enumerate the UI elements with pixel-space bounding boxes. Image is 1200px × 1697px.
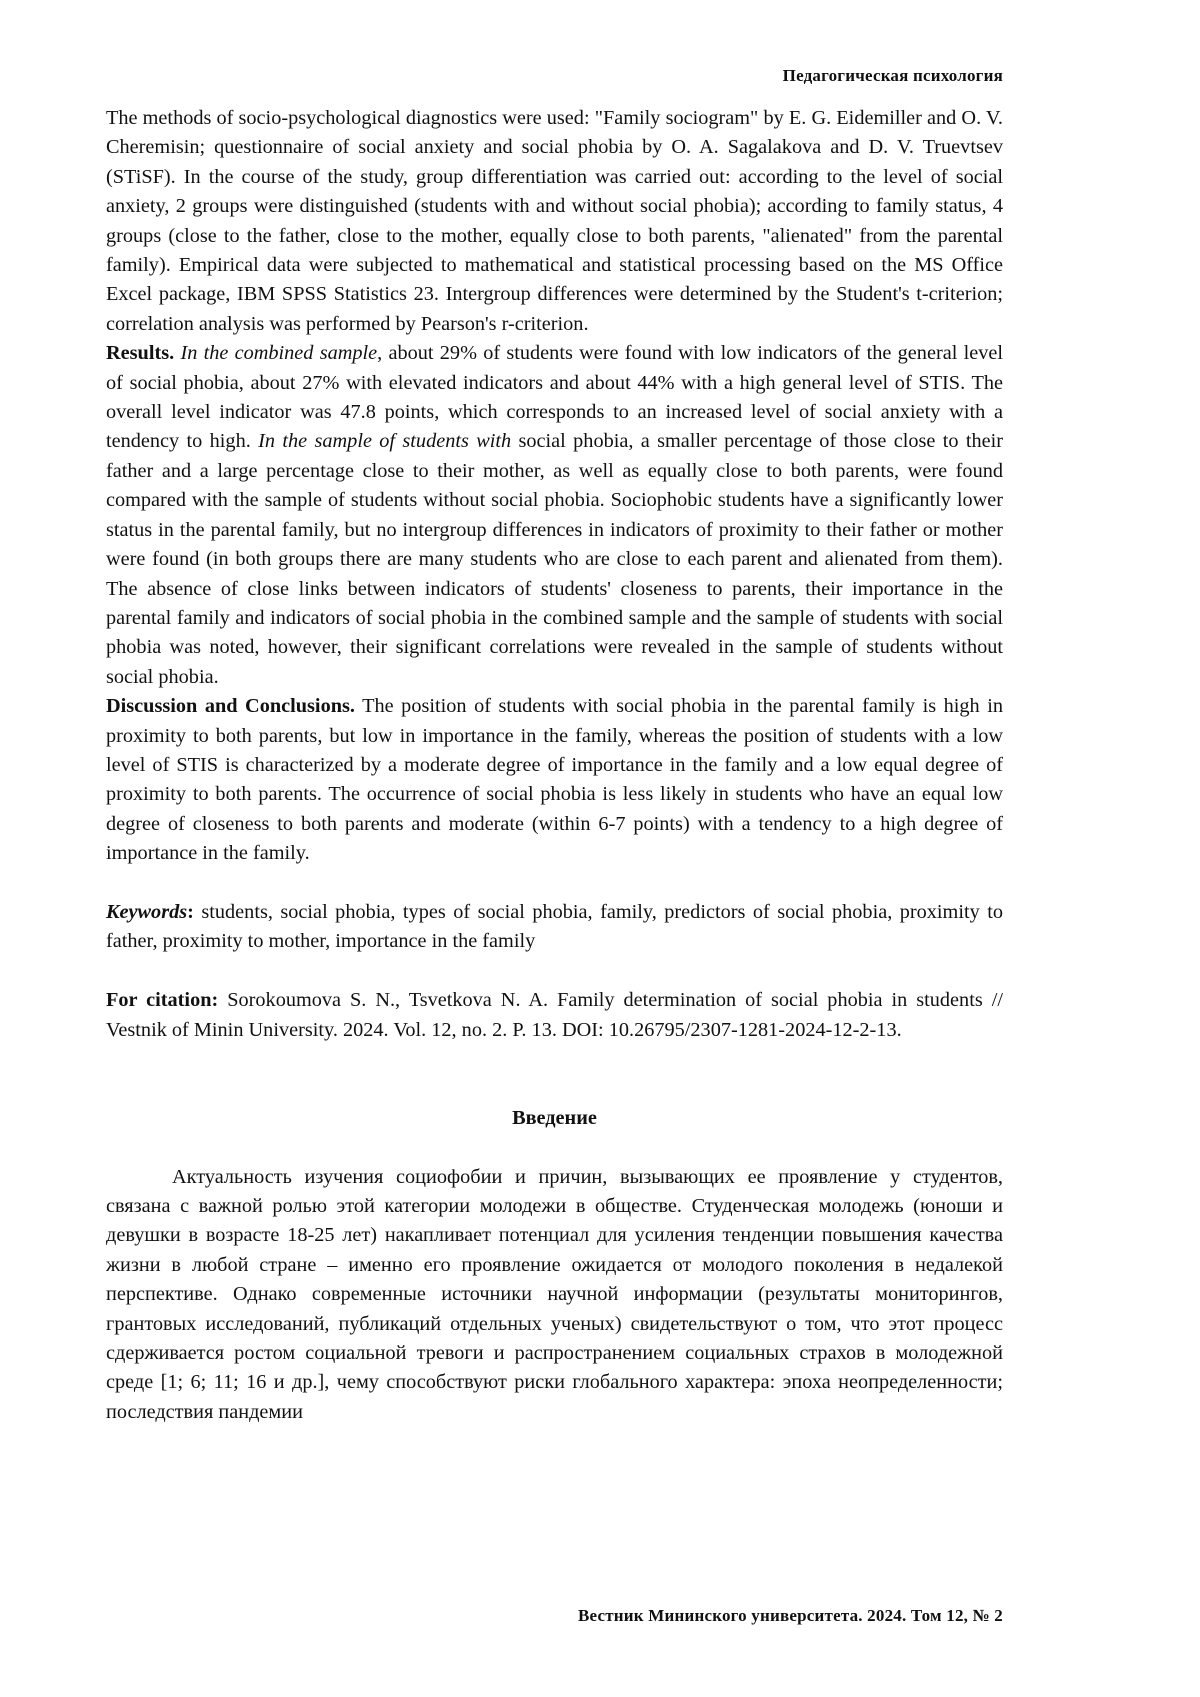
results-text-1: , about 29% of students were found with low indicators of the general level of social phobia, about 27% with elevated indicators and about 44% with a high general level of STIS. The overall level indicator was 47.8 points, which corresponds to an increased level of social anxiety with a tendency to high. <box>106 342 1004 453</box>
citation-text: Sorokoumova S. N., Tsvetkova N. A. Family determination of social phobia in students // Vestnik of Minin University. 2024. Vol. 12, no. 2. P. 13. DOI: 10.26795/2307-1281-2024-12-2-13. <box>106 989 1003 1041</box>
discussion-text: The position of students with social phobia in the parental family is high in proximity to both parents, but low in importance in the family, whereas the position of students with a low level of STIS is characterized by a moderate degree of importance in the family and a low equal degree of proximity to both parents. The occurrence of social phobia is less likely in students who have an equal low degree of closeness to both parents and moderate (within 6-7 points) with a tendency to a high degree of importance in the family. <box>106 695 1003 865</box>
results-italic-2: In the sample of students with <box>258 430 512 453</box>
methods-paragraph: The methods of socio-psychological diagnostics were used: "Family sociogram" by E. G. Eidemiller and O. V. Cheremisin; questionnaire of social anxiety and social phobia by O. A. Sagalakova and D. V. Truevtsev (STiSF). In the course of the study, group differentiation was carried out: according to the level of social anxiety, 2 groups were distinguished (students with and without social phobia); according to family status, 4 groups (close to the father, close to the mother, equally close to both parents, "alienated" from the parental family). Empirical data were subjected to mathematical and statistical processing based on the MS Office Excel package, IBM SPSS Statistics 23. Intergroup differences were determined by the Student's t-criterion; correlation analysis was performed by Pearson's r-criterion. <box>106 107 1003 335</box>
spacer <box>106 957 1003 986</box>
discussion-paragraph <box>106 692 1003 868</box>
keywords-colon: : <box>187 900 194 923</box>
citation-label: For citation: <box>106 989 219 1012</box>
spacer <box>106 1045 1003 1104</box>
discussion-label: Discussion and Conclusions. <box>106 695 355 718</box>
running-footer: Вестник Мининского университета. 2024. Том 12, № 2 <box>578 1606 1003 1625</box>
results-label: Results. <box>106 342 175 365</box>
spacer <box>106 1133 1003 1162</box>
keywords-label: Keywords <box>106 900 188 923</box>
introduction-paragraph: Актуальность изучения социофобии и причин, вызывающих ее проявление у студентов, связана с важной ролью этой категории молодежи в обществе. Студенческая молодежь (юноши и девушки в возрасте 18-25 лет) накапливает потенциал для усиления тенденции повышения качества жизни в любой стране – именно его проявление ожидается от молодого поколения в недалекой перспективе. Однако современные источники научной информации (результаты мониторингов, грантовых исследований, публикаций отдельных ученых) свидетельствуют о том, что этот процесс сдерживается ростом социальной тревоги и распространением социальных страхов в молодежной среде [1; 6; 11; 16 и др.], чему способствуют риски глобального характера: эпоха неопределенности; последствия пандемии <box>106 1165 1003 1423</box>
keywords-text: students, social phobia, types of social phobia, family, predictors of social phobia, proximity to father, proximity to mother, importance in the family <box>106 900 1003 953</box>
results-paragraph <box>106 339 1003 692</box>
results-text-2: social phobia, a smaller percentage of those close to their father and a large percentage close to their mother, as well as equally close to both parents, were found compared with the sample of students without social phobia. Sociophobic students have a significantly lower status in the parental family, but no intergroup differences in indicators of proximity to their father or mother were found (in both groups there are many students who are close to each parent and alienated from them). The absence of close links between indicators of students' closeness to parents, their importance in the parental family and indicators of social phobia in the combined sample and the sample of students with social phobia was noted, however, their significant correlations were revealed in the sample of students without social phobia. <box>106 430 1003 688</box>
page-body <box>106 104 1003 1427</box>
citation-paragraph <box>106 986 1003 1045</box>
keywords-paragraph <box>106 898 1003 957</box>
running-header: Педагогическая психология <box>782 66 1003 85</box>
section-title-introduction: Введение <box>512 1106 597 1129</box>
results-italic-1: In the combined sample <box>180 342 378 365</box>
spacer <box>106 869 1003 898</box>
